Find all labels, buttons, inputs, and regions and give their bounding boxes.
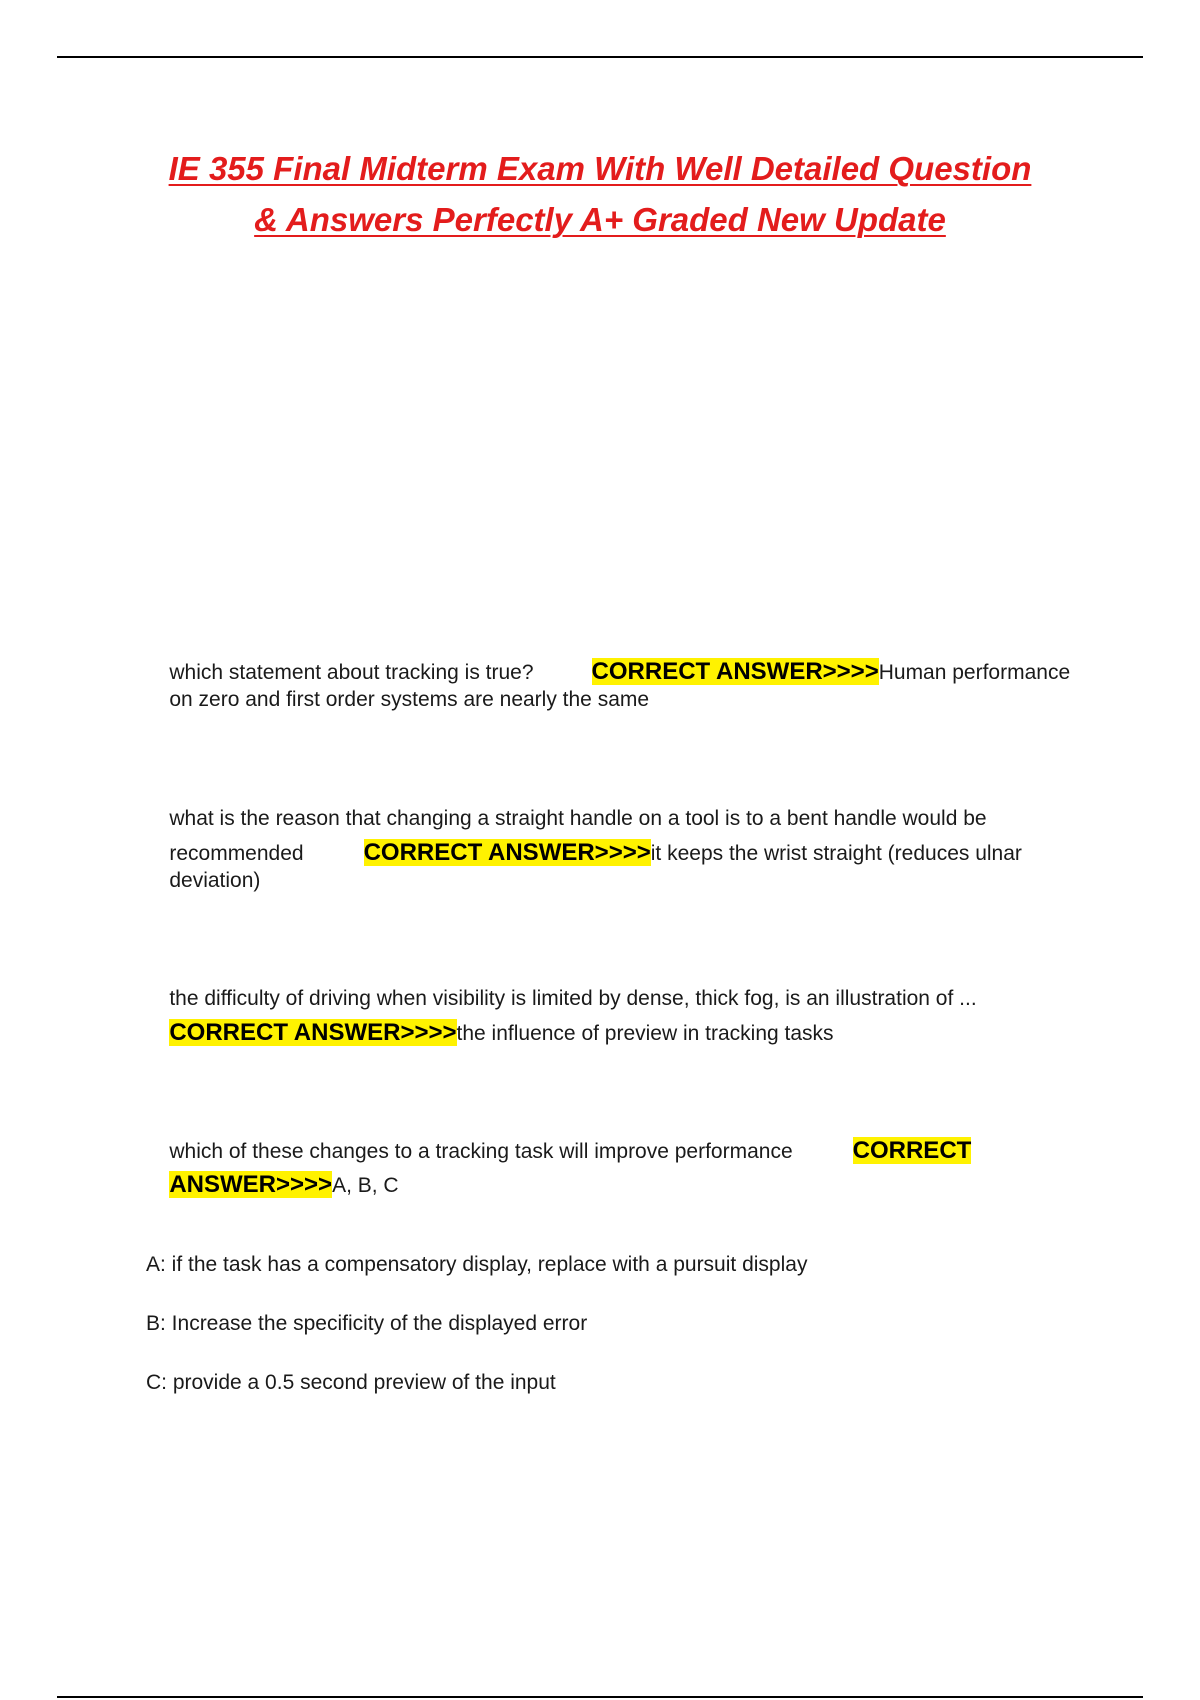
option-c: C: provide a 0.5 second preview of the input [146,1371,556,1394]
qa-item-3 [146,948,1086,1046]
bottom-rule [57,1696,1143,1698]
answer-text: Human performance [878,661,1071,684]
correct-answer-tag-continued: ANSWER>>>> [169,1171,333,1198]
question-text: which of these changes to a tracking task will improve performance [169,1140,793,1163]
title-line-2: & Answers Perfectly A+ Graded New Update [254,201,946,238]
title-line-1: IE 355 Final Midterm Exam With Well Detailed Question [168,150,1032,187]
top-rule [57,56,1143,58]
document-title [100,143,1100,245]
qa-item-1 [146,621,1086,711]
answer-text-continued: on zero and first order systems are nearly the same [169,688,650,711]
question-text: which statement about tracking is true? [169,661,534,684]
answer-text: the influence of preview in tracking tasks [456,1022,834,1045]
correct-answer-tag: CORRECT ANSWER>>>> [169,1019,457,1046]
correct-answer-tag: CORRECT [852,1137,972,1164]
qa-item-2 [146,768,1086,892]
question-text-continued: recommended [169,842,304,865]
qa-item-4 [146,1100,1086,1198]
question-text: what is the reason that changing a straight handle on a tool is to a bent handle would be [169,807,987,830]
answer-text-continued: deviation) [169,869,261,892]
question-text: the difficulty of driving when visibility is limited by dense, thick fog, is an illustration of ... [169,987,977,1010]
answer-text: A, B, C [332,1174,399,1197]
option-b: B: Increase the specificity of the displayed error [146,1312,588,1335]
option-a: A: if the task has a compensatory display, replace with a pursuit display [146,1253,808,1276]
answer-text: it keeps the wrist straight (reduces ulnar [650,842,1022,865]
correct-answer-tag: CORRECT ANSWER>>>> [363,839,651,866]
correct-answer-tag: CORRECT ANSWER>>>> [591,658,879,685]
